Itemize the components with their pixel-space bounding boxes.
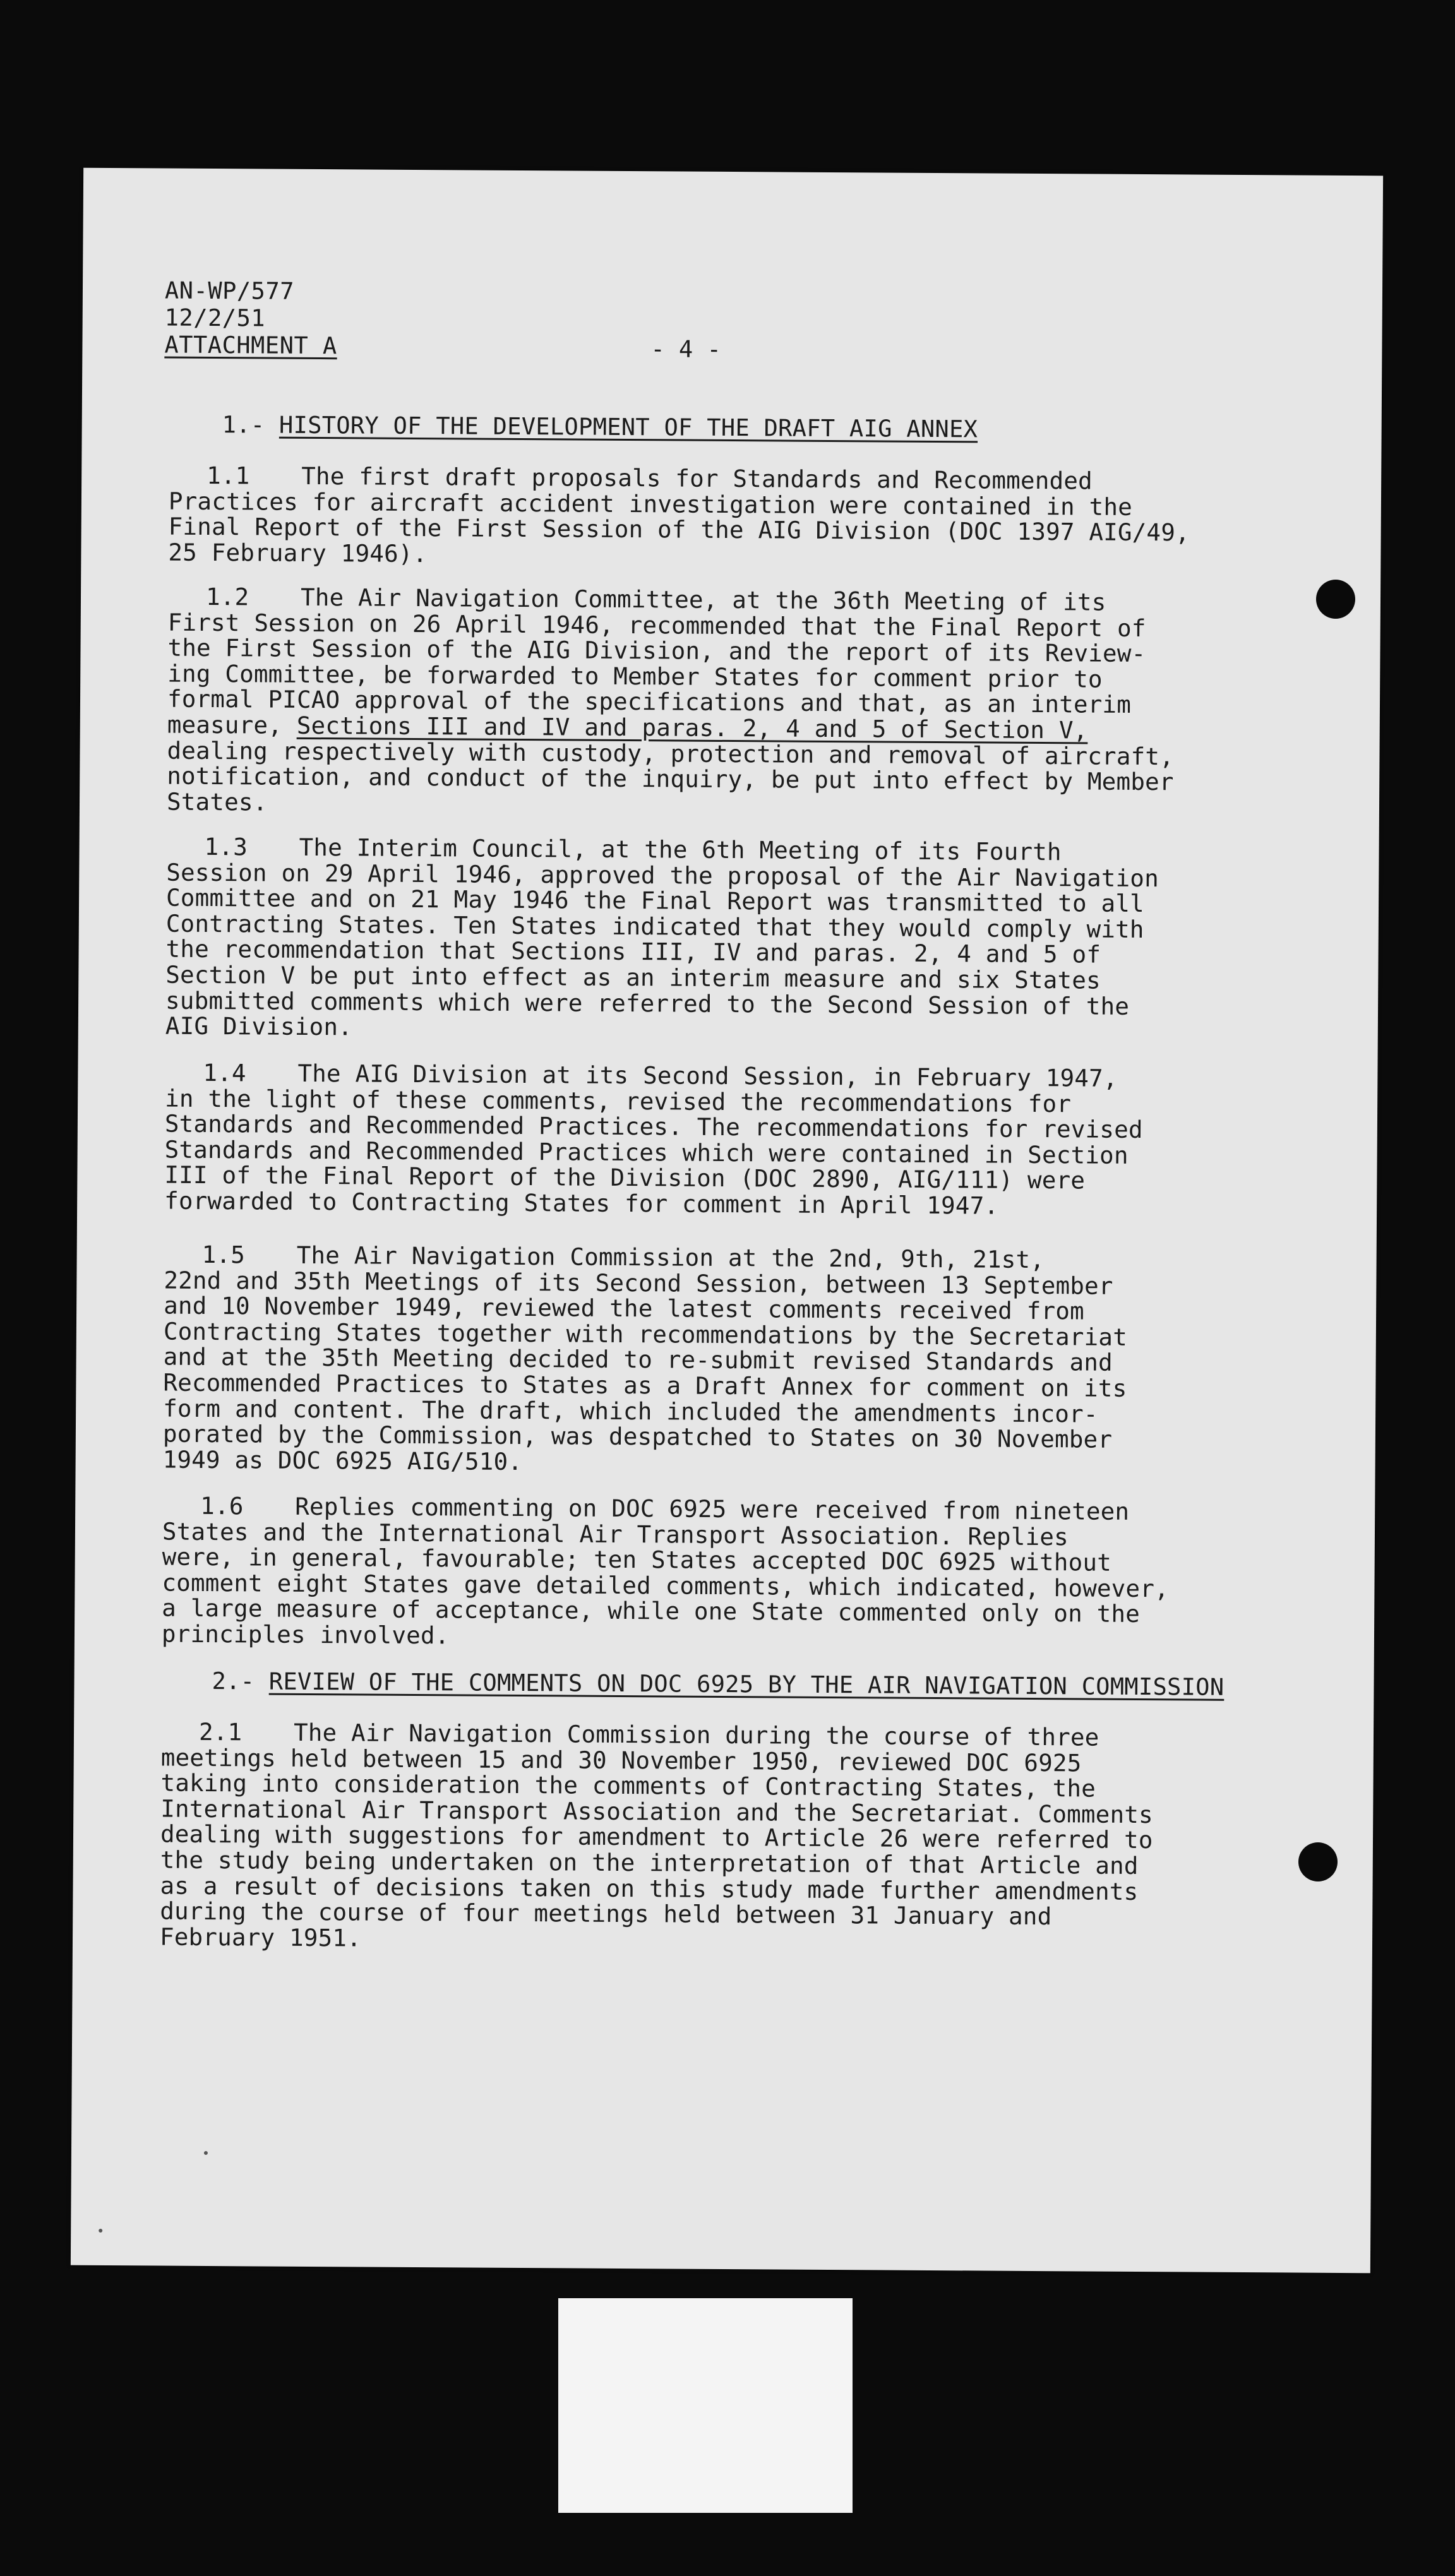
paragraph-line: meetings held between 15 and 30 November 1950, reviewed DOC 6925 [160,1743,1082,1777]
paragraph-line: ing Committee, be forwarded to Member States for comment prior to [167,659,1103,693]
paragraph-line: submitted comments which were referred to the Second Session of the [165,986,1130,1020]
paragraph-1-2 [167,584,1324,822]
paragraph-line: Contracting States together with recommendations by the Secretariat [163,1317,1128,1351]
paragraph-line: notification, and conduct of the inquiry, be put into effect by Member [167,761,1174,796]
paragraph-line: a large measure of acceptance, while one State commented only on the [162,1594,1141,1628]
punch-hole [1316,580,1355,619]
section-number: 2.- [212,1667,255,1695]
paragraph-number: 1.4 [203,1058,246,1087]
paragraph-line: Standards and Recommended Practices. The recommendations for revised [164,1109,1143,1144]
paragraph-line: 25 February 1946). [168,538,428,568]
paragraph-1-5 [163,1242,1320,1480]
page-number: - 4 - [650,335,721,363]
document-header [164,277,337,360]
paragraph-line: February 1951. [159,1923,362,1952]
paragraph-line: Section V be put into effect as an interim measure and six States [165,960,1101,994]
paragraph-line: 1949 as DOC 6925 AIG/510. [162,1445,523,1476]
paragraph-line: dealing with suggestions for amendment to Article 26 were referred to [160,1820,1153,1854]
paragraph-line: form and content. The draft, which included the amendments incor- [163,1394,1098,1428]
doc-date: 12/2/51 [164,304,266,332]
paragraph-line: First Session on 26 April 1946, recommended that the Final Report of [167,608,1146,642]
paragraph-line: taking into consideration the comments of Contracting States, the [160,1768,1096,1803]
paragraph-line: The AIG Division at its Second Session, in February 1947, [297,1059,1118,1092]
paragraph-line: in the light of these comments, revised the recommendations for [165,1084,1072,1118]
document-page [71,168,1383,2274]
paragraph-1-6 [162,1493,1318,1654]
paragraph-number: 1.3 [204,832,248,861]
section-heading-2 [212,1667,1224,1701]
paragraph-line: The Interim Council, at the 6th Meeting of its Fourth [299,833,1062,866]
paragraph-line: The Air Navigation Committee, at the 36th Meeting of its [300,583,1106,616]
section-heading-1 [222,411,978,443]
paragraph-line: The Air Navigation Commission at the 2nd, 9th, 21st, [296,1241,1045,1274]
paragraph-1-1 [168,463,1324,573]
paragraph-line: AIG Division. [165,1011,353,1041]
paragraph-line: the First Session of the AIG Division, and the report of its Review- [167,633,1146,668]
paragraph-line: as a result of decisions taken on this study made further amendments [160,1871,1139,1905]
paragraph-line: forwarded to Contracting States for comment in April 1947. [164,1186,999,1220]
paragraph-line: Practices for aircraft accident investigation were contained in the [168,487,1133,521]
film-label-tab [558,2298,853,2513]
paragraph-line: porated by the Commission, was despatched to States on 30 November [162,1419,1113,1453]
paragraph-line: comment eight States gave detailed comments, which indicated, however, [162,1568,1169,1603]
doc-reference: AN-WP/577 [164,277,295,305]
underlined-reference: Sections III and IV and paras. 2, 4 and 5 of Section V, [296,711,1088,744]
paragraph-line: dealing respectively with custody, protection and removal of aircraft, [167,736,1175,770]
paragraph-number: 2.1 [198,1717,242,1746]
punch-hole [1298,1842,1338,1881]
paragraph-line: States. [166,787,268,816]
paragraph-line: during the course of four meetings held between 31 January and [160,1897,1052,1931]
paragraph-1-3 [165,834,1322,1046]
paragraph-line: States and the International Air Transport Association. Replies [162,1517,1069,1551]
scan-speck [99,2229,102,2233]
paragraph-line: Contracting States. Ten States indicated that they would comply with [165,909,1144,943]
paragraph-line: the recommendation that Sections III, IV and paras. 2, 4 and 5 of [165,934,1101,969]
attachment-label: ATTACHMENT A [164,331,337,360]
scan-speck [204,2151,208,2155]
paragraph-line: Replies commenting on DOC 6925 were received from nineteen [295,1492,1130,1525]
paragraph-number: 1.2 [205,582,249,611]
paragraph-number: 1.6 [200,1491,244,1520]
section-title: REVIEW OF THE COMMENTS ON DOC 6925 BY THE AIR NAVIGATION COMMISSION [268,1667,1224,1701]
paragraph-line: III of the Final Report of the Division (DOC 2890, AIG/111) were [164,1160,1086,1195]
section-title: HISTORY OF THE DEVELOPMENT OF THE DRAFT AIG ANNEX [278,411,978,443]
paragraph-line: Final Report of the First Session of the AIG Division (DOC 1397 AIG/49, [168,512,1190,547]
paragraph-line: Standards and Recommended Practices which were contained in Section [164,1135,1129,1169]
paragraph-line: and 10 November 1949, reviewed the latest comments received from [164,1291,1085,1325]
paragraph-line: Committee and on 21 May 1946 the Final Report was transmitted to all [165,883,1145,918]
section-number: 1.- [222,411,265,439]
paragraph-1-4 [164,1060,1320,1221]
paragraph-line: The Air Navigation Commission during the course of three [293,1718,1099,1751]
paragraph-line: The first draft proposals for Standards and Recommended [301,462,1093,495]
paragraph-line: principles involved. [161,1619,450,1650]
paragraph-line: the study being undertaken on the interpretation of that Article and [160,1846,1139,1880]
paragraph-line: measure, [167,710,297,739]
paragraph-line: 22nd and 35th Meetings of its Second Session, between 13 September [164,1266,1113,1300]
paragraph-line: were, in general, favourable; ten States accepted DOC 6925 without [162,1542,1112,1577]
paragraph-number: 1.1 [207,461,250,490]
paragraph-2-1 [160,1719,1317,1957]
paragraph-line: and at the 35th Meeting decided to re-submit revised Standards and [163,1342,1113,1377]
paragraph-line: Recommended Practices to States as a Draft Annex for comment on its [163,1368,1127,1402]
paragraph-line: International Air Transport Association and the Secretariat. Comments [160,1794,1154,1828]
paragraph-line: Session on 29 April 1946, approved the proposal of the Air Navigation [166,858,1159,892]
paragraph-number: 1.5 [201,1240,246,1269]
paragraph-line: formal PICAO approval of the specifications and that, as an interim [167,684,1132,719]
